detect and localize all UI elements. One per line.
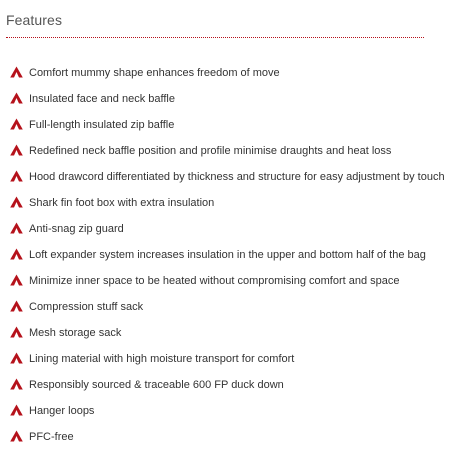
list-item-label: Shark fin foot box with extra insulation [29, 197, 215, 209]
list-item [0, 166, 445, 192]
list-item-label: Hood drawcord differentiated by thickness and structure for easy adjustment by touch [29, 171, 445, 183]
tent-icon [10, 118, 23, 130]
list-item-label: Comfort mummy shape enhances freedom of move [29, 67, 280, 79]
list-item-label: Anti-snag zip guard [29, 223, 124, 235]
list-item-label: Mesh storage sack [29, 327, 122, 339]
list-item-label: Lining material with high moisture transport for comfort [29, 353, 295, 365]
list-item-label: Redefined neck baffle position and profile minimise draughts and heat loss [29, 145, 392, 157]
list-item [0, 270, 445, 296]
list-item-label: PFC-free [29, 431, 74, 443]
tent-icon [10, 326, 23, 338]
list-item [0, 140, 445, 166]
tent-icon [10, 300, 23, 312]
list-item [0, 374, 445, 400]
tent-icon [10, 66, 23, 78]
tent-icon [10, 222, 23, 234]
tent-icon [10, 352, 23, 364]
tent-icon [10, 196, 23, 208]
list-item-label: Full-length insulated zip baffle [29, 119, 175, 131]
features-divider [6, 37, 424, 38]
features-list [0, 62, 445, 452]
list-item [0, 322, 445, 348]
list-item-label: Minimize inner space to be heated without compromising comfort and space [29, 275, 400, 287]
list-item [0, 296, 445, 322]
list-item [0, 88, 445, 114]
tent-icon [10, 378, 23, 390]
tent-icon [10, 430, 23, 442]
tent-icon [10, 170, 23, 182]
list-item-label: Hanger loops [29, 405, 95, 417]
list-item [0, 192, 445, 218]
list-item [0, 114, 445, 140]
list-item [0, 348, 445, 374]
list-item [0, 400, 445, 426]
list-item [0, 244, 445, 270]
tent-icon [10, 248, 23, 260]
list-item-label: Loft expander system increases insulation in the upper and bottom half of the bag [29, 249, 426, 261]
list-item-label: Compression stuff sack [29, 301, 144, 313]
features-title: Features [6, 12, 63, 28]
list-item [0, 426, 445, 452]
list-item-label: Responsibly sourced & traceable 600 FP duck down [29, 379, 284, 391]
list-item [0, 218, 445, 244]
tent-icon [10, 144, 23, 156]
list-item-label: Insulated face and neck baffle [29, 93, 175, 105]
tent-icon [10, 274, 23, 286]
tent-icon [10, 404, 23, 416]
tent-icon [10, 92, 23, 104]
list-item [0, 62, 445, 88]
